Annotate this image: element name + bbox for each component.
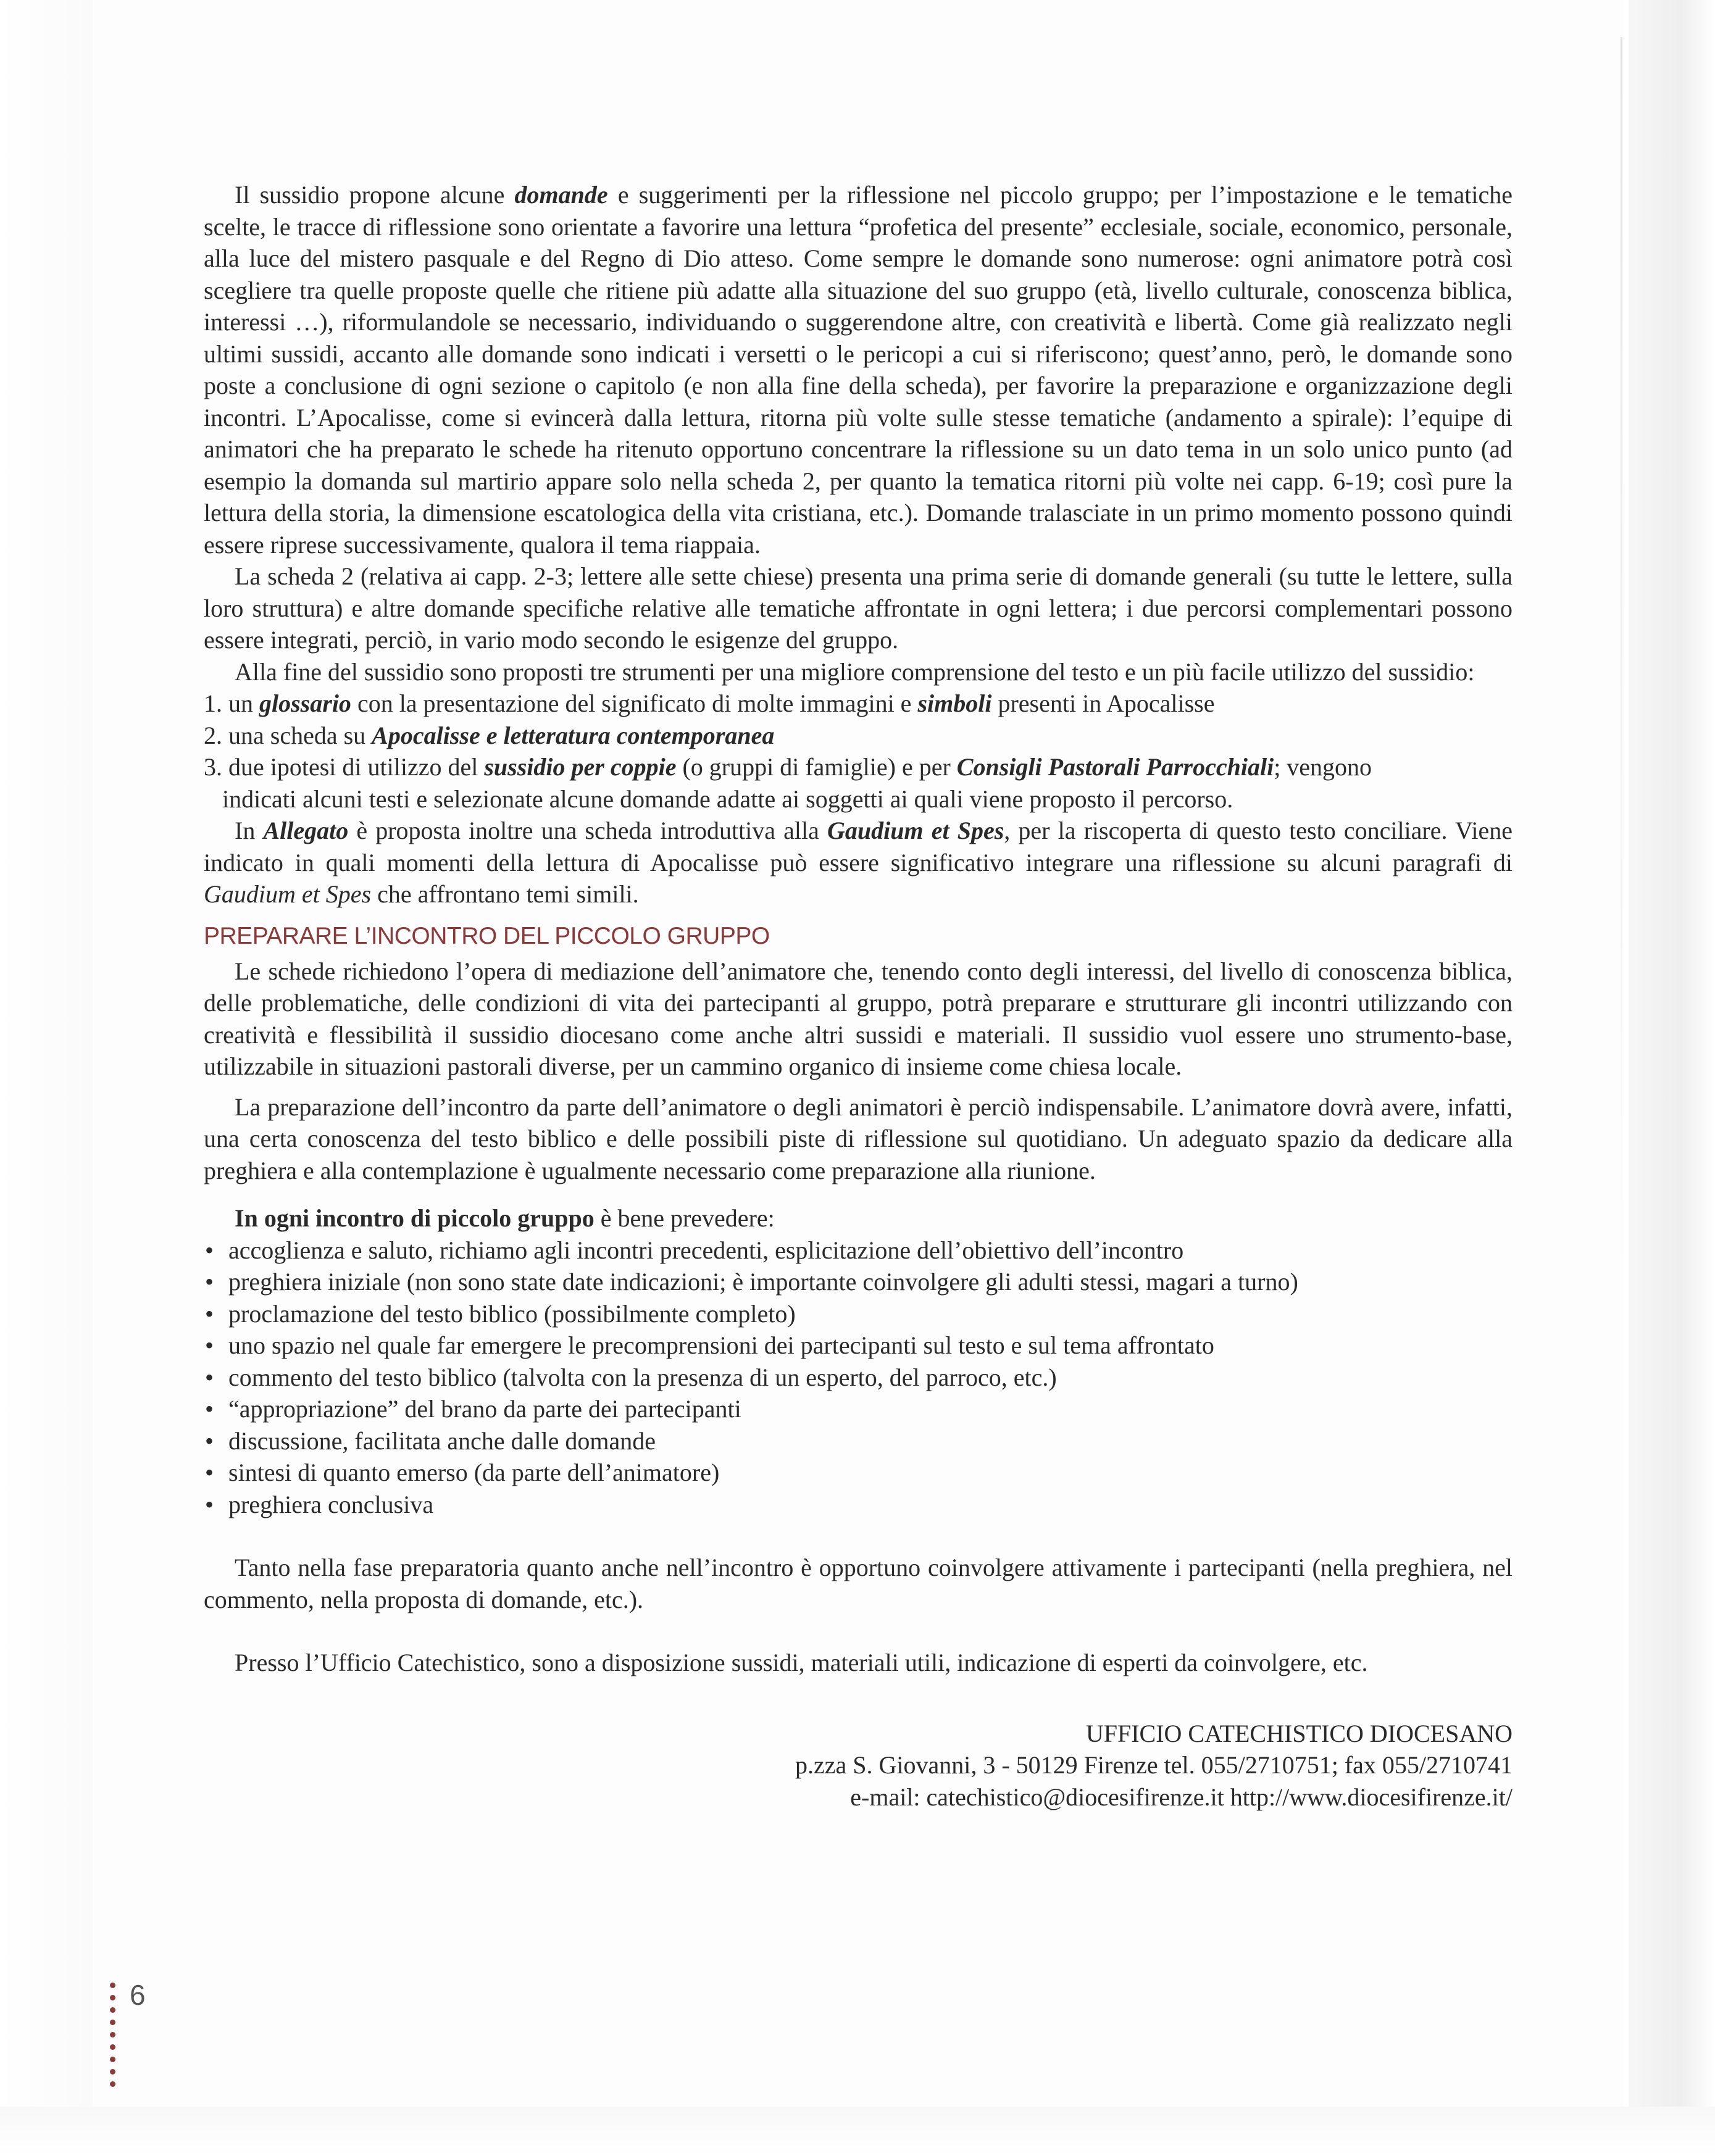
- dot: [110, 1983, 115, 1988]
- page-crease: [1621, 37, 1622, 1272]
- list-item: • uno spazio nel quale far emergere le precomprensioni dei partecipanti sul testo e sul tema affrontato: [204, 1330, 1513, 1362]
- office-contacts: e-mail: catechistico@diocesifirenze.it http://www.diocesifirenze.it/: [850, 1783, 1513, 1811]
- meeting-lead: [204, 1202, 1513, 1234]
- list-item: • accoglienza e saluto, richiamo agli incontri precedenti, esplicitazione dell’obiettivo dell’incontro: [204, 1234, 1513, 1267]
- item-text: presenti in Apocalisse: [991, 689, 1215, 717]
- item-text: (o gruppi di famiglie) e per: [676, 753, 957, 781]
- scan-margin-right: [1629, 0, 1715, 2156]
- section-paragraph-2: La preparazione dell’incontro da parte dell’animatore o degli animatori è perciò indispensabile. L’animatore dovrà avere, infatti, una certa conoscenza del testo biblico e delle possibili piste di riflessione sul quotidiano. Un adeguato spazio da dedicare alla preghiera e alla contemplazione è ugualmente necessario come preparazione alla riunione.: [204, 1093, 1513, 1184]
- list-item: • discussione, facilitata anche dalle domande: [204, 1425, 1513, 1457]
- dot: [110, 2020, 115, 2025]
- tools-list-item-1: [204, 688, 1513, 720]
- item-text: con la presentazione del significato di molte immagini e: [351, 689, 918, 717]
- intro-paragraph: [204, 179, 1513, 560]
- gaudium-italic: Gaudium et Spes: [204, 880, 372, 908]
- dot: [110, 2044, 115, 2050]
- tools-paragraph: Alla fine del sussidio sono proposti tre strumenti per una migliore comprensione del testo e un più facile utilizzo del sussidio:: [235, 657, 1475, 686]
- list-item: • commento del testo biblico (talvolta con la presenza di un esperto, del parroco, etc.): [204, 1362, 1513, 1394]
- intro-emphasis-domande: domande: [514, 181, 608, 209]
- section-title: PREPARARE L’INCONTRO DEL PICCOLO GRUPPO: [204, 922, 770, 949]
- allegato-text: , per la riscoperta di questo testo conciliare. Viene indicato in quali momenti della lettura di Apocalisse può essere significativo integrare una riflessione su alcuni paragrafi di: [204, 817, 1513, 876]
- dot: [110, 1995, 115, 2000]
- page-content: [204, 179, 1513, 1813]
- office-name: UFFICIO CATECHISTICO DIOCESANO: [1085, 1719, 1513, 1747]
- dot: [110, 2007, 115, 2013]
- scan-margin-left: [0, 0, 93, 2156]
- dot: [110, 2081, 115, 2087]
- tools-list-item-2: [204, 720, 1513, 752]
- dot: [110, 2057, 115, 2062]
- allegato-text: In: [235, 817, 264, 844]
- tools-list-item-3-continuation: indicati alcuni testi e selezionate alcune domande adatte ai soggetti ai quali viene proposto il percorso.: [222, 785, 1233, 813]
- page-number: 6: [130, 1979, 146, 2011]
- scheda-2-paragraph: La scheda 2 (relativa ai capp. 2-3; lettere alle sette chiese) presenta una prima serie di domande generali (su tutte le lettere, sulla loro struttura) e altre domande specifiche relative alle tematiche affrontate in ogni lettera; i due percorsi complementari possono essere integrati, perciò, in vario modo secondo le esigenze del gruppo.: [204, 562, 1513, 654]
- dot: [110, 2069, 115, 2075]
- section-paragraph-3: Tanto nella fase preparatoria quanto anche nell’incontro è opportuno coinvolgere attivamente i partecipanti (nella preghiera, nel commento, nella proposta di domande, etc.).: [204, 1554, 1513, 1613]
- item-text: ; vengono: [1274, 753, 1372, 781]
- page-number-dots: [110, 1983, 119, 2094]
- list-item: • sintesi di quanto emerso (da parte dell’animatore): [204, 1457, 1513, 1489]
- allegato-text: è proposta inoltre una scheda introduttiva alla: [348, 817, 828, 844]
- list-item: • preghiera conclusiva: [204, 1489, 1513, 1521]
- item-emphasis-consigli: Consigli Pastorali Parrocchiali: [956, 753, 1274, 781]
- dot: [110, 2032, 115, 2037]
- item-text: 2. una scheda su: [204, 721, 372, 749]
- section-paragraph-4: Presso l’Ufficio Catechistico, sono a disposizione sussidi, materiali utili, indicazione di esperti da coinvolgere, etc.: [235, 1649, 1368, 1676]
- allegato-paragraph: [204, 815, 1513, 910]
- list-item: • proclamazione del testo biblico (possibilmente completo): [204, 1298, 1513, 1330]
- allegato-emphasis: Allegato: [263, 817, 349, 844]
- allegato-text: che affrontano temi simili.: [371, 880, 639, 908]
- intro-text-rest: e suggerimenti per la riflessione nel piccolo gruppo; per l’impostazione e le tematiche scelte, le tracce di riflessione sono orientate a favorire una lettura “profetica del presente” ecclesiale, sociale, economico, personale, alla luce del mistero pasquale e del Regno di Dio atteso. Come sempre le domande sono numerose: ogni animatore potrà così scegliere tra quelle proposte quelle che ritiene più adatte alla situazione del suo gruppo (età, livello culturale, conoscenza biblica, interessi …), riformulandole se necessario, individuando o suggerendone altre, con creatività e libertà. Come già realizzato negli ultimi sussidi, accanto alle domande sono indicati i versetti o le pericopi a cui si riferiscono; quest’anno, però, le domande sono poste a conclusione di ogni sezione o capitolo (e non alla fine della scheda), per favorire la preparazione e organizzazione degli incontri. L’Apocalisse, come si evincerà dalla lettura, ritorna più volte sulle stesse tematiche (andamento a spirale): l’equipe di animatori che ha preparato le schede ha ritenuto opportuno concentrare la riflessione su un dato tema in un solo unico punto (ad esempio la domanda sul martirio appare solo nella scheda 2, per quanto la tematica ritorni più volte nei capp. 6-19; così pure la lettura della storia, la dimensione escatologica della vita cristiana, etc.). Domande tralasciate in un primo momento possono quindi essere riprese successivamente, qualora il tema riappaia.: [204, 181, 1513, 559]
- meeting-steps-list: [204, 1234, 1513, 1521]
- tools-list-item-3: [204, 751, 1513, 783]
- document-page: [93, 0, 1624, 2156]
- item-emphasis-apocalisse: Apocalisse e letteratura contemporanea: [372, 721, 775, 749]
- intro-text-start: Il sussidio propone alcune: [235, 181, 515, 209]
- list-item: • preghiera iniziale (non sono state date indicazioni; è importante coinvolgere gli adulti stessi, magari a turno): [204, 1266, 1513, 1298]
- item-emphasis-glossario: glossario: [259, 689, 351, 717]
- tools-list: [204, 688, 1513, 815]
- scan-margin-bottom: [0, 2107, 1715, 2156]
- section-paragraph-1: Le schede richiedono l’opera di mediazione dell’animatore che, tenendo conto degli interessi, del livello di conoscenza biblica, delle problematiche, delle condizioni di vita dei partecipanti al gruppo, potrà preparare e strutturare gli incontri utilizzando con creatività e flessibilità il sussidio diocesano come anche altri sussidi e materiali. Il sussidio vuol essere uno strumento-base, utilizzabile in situazioni pastorali diverse, per un cammino organico di insieme come chiesa locale.: [204, 957, 1513, 1080]
- meeting-lead-text: è bene prevedere:: [594, 1204, 775, 1232]
- list-item: • “appropriazione” del brano da parte dei partecipanti: [204, 1393, 1513, 1425]
- signature-block: [204, 1718, 1513, 1813]
- item-text: 3. due ipotesi di utilizzo del: [204, 753, 485, 781]
- item-emphasis-simboli: simboli: [917, 689, 992, 717]
- office-address: p.zza S. Giovanni, 3 - 50129 Firenze tel. 055/2710751; fax 055/2710741: [795, 1751, 1513, 1779]
- gaudium-emphasis: Gaudium et Spes: [827, 817, 1004, 844]
- item-text: 1. un: [204, 689, 259, 717]
- item-emphasis-coppie: sussidio per coppie: [484, 753, 677, 781]
- meeting-lead-bold: In ogni incontro di piccolo gruppo: [235, 1204, 595, 1232]
